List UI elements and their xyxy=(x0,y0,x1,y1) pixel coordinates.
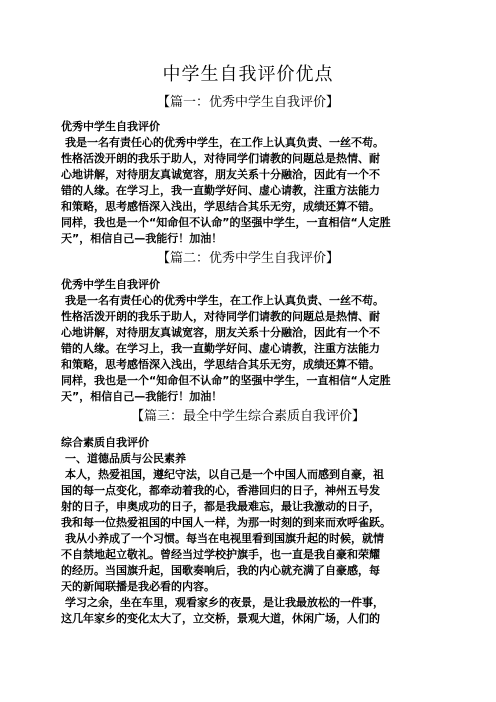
paragraph-line: 天”，相信自己—我能行！加油！ xyxy=(61,232,223,245)
paragraph-line: 一、道德品质与公民素养 xyxy=(65,452,186,465)
paragraph-line: 同样，我也是一个“知命但不认命”的坚强中学生，一直相信“人定胜 xyxy=(61,216,391,229)
paragraph-line: 的经历。当国旗升起，国歌奏响后，我的内心就充满了自豪感，每 xyxy=(61,564,380,577)
paragraph-line: 国的每一点变化，都牵动着我的心，香港回归的日子，神州五号发 xyxy=(61,484,380,497)
section-3-body xyxy=(61,435,441,627)
paragraph-line: 本人，热爱祖国，遵纪守法，以自己是一个中国人而感到自豪，祖 xyxy=(65,468,384,481)
paragraph-line: 心地讲解，对待朋友真诚宽容，朋友关系十分融洽，因此有一个不 xyxy=(61,168,380,181)
paragraph-line: 学习之余，坐在车里，观看家乡的夜景，是让我最放松的一件事， xyxy=(65,596,384,609)
paragraph-line: 同样，我也是一个“知命但不认命”的坚强中学生，一直相信“人定胜 xyxy=(61,374,391,387)
paragraph-line: 性格活泼开朗的我乐于助人，对待同学们请教的问题总是热情、耐 xyxy=(61,310,380,323)
paragraph-line: 我是一名有责任心的优秀中学生，在工作上认真负责、一丝不苟。 xyxy=(65,294,384,307)
section-1-body xyxy=(61,119,441,247)
section-2-subtitle: 优秀中学生自我评价 xyxy=(61,278,160,291)
paragraph-line: 心地讲解，对待朋友真诚宽容，朋友关系十分融洽，因此有一个不 xyxy=(61,326,380,339)
paragraph-line: 性格活泼开朗的我乐于助人，对待同学们请教的问题总是热情、耐 xyxy=(61,152,380,165)
section-2-body xyxy=(61,277,441,405)
paragraph-line: 错的人缘。在学习上，我一直勤学好问、虚心请教，注重方法能力 xyxy=(61,342,380,355)
paragraph-line: 天的新闻联播是我必看的内容。 xyxy=(61,580,215,593)
paragraph-line: 我从小养成了一个习惯。每当在电视里看到国旗升起的时候，就情 xyxy=(65,532,384,545)
section-1-heading: 【篇一：优秀中学生自我评价】 xyxy=(156,95,339,110)
paragraph-line: 不自禁地起立敬礼。曾经当过学校护旗手，也一直是我自豪和荣耀 xyxy=(61,548,380,561)
paragraph-line: 我是一名有责任心的优秀中学生，在工作上认真负责、一丝不苟。 xyxy=(65,136,384,149)
section-2-heading: 【篇二：优秀中学生自我评价】 xyxy=(156,251,339,266)
paragraph-line: 和策略，思考感悟深入浅出，学思结合其乐无穷，成绩还算不错。 xyxy=(61,200,380,213)
paragraph-line: 天”，相信自己—我能行！加油！ xyxy=(61,390,223,403)
paragraph-line: 错的人缘。在学习上，我一直勤学好问、虚心请教，注重方法能力 xyxy=(61,184,380,197)
paragraph-line: 射的日子，申奥成功的日子，都是我最难忘，最让我激动的日子， xyxy=(61,500,380,513)
section-3-heading: 【篇三：最全中学生综合素质自我评价】 xyxy=(130,409,365,424)
paragraph-line: 这几年家乡的变化太大了，立交桥，景观大道，休闲广场，人们的 xyxy=(61,612,380,625)
section-1-subtitle: 优秀中学生自我评价 xyxy=(61,120,160,133)
paragraph-line: 和策略，思考感悟深入浅出，学思结合其乐无穷，成绩还算不错。 xyxy=(61,358,380,371)
section-3-subtitle: 综合素质自我评价 xyxy=(61,436,149,449)
document-title: 中学生自我评价优点 xyxy=(162,64,334,85)
paragraph-line: 我和每一位热爱祖国的中国人一样，为那一时刻的到来而欢呼雀跃。 xyxy=(61,516,391,529)
